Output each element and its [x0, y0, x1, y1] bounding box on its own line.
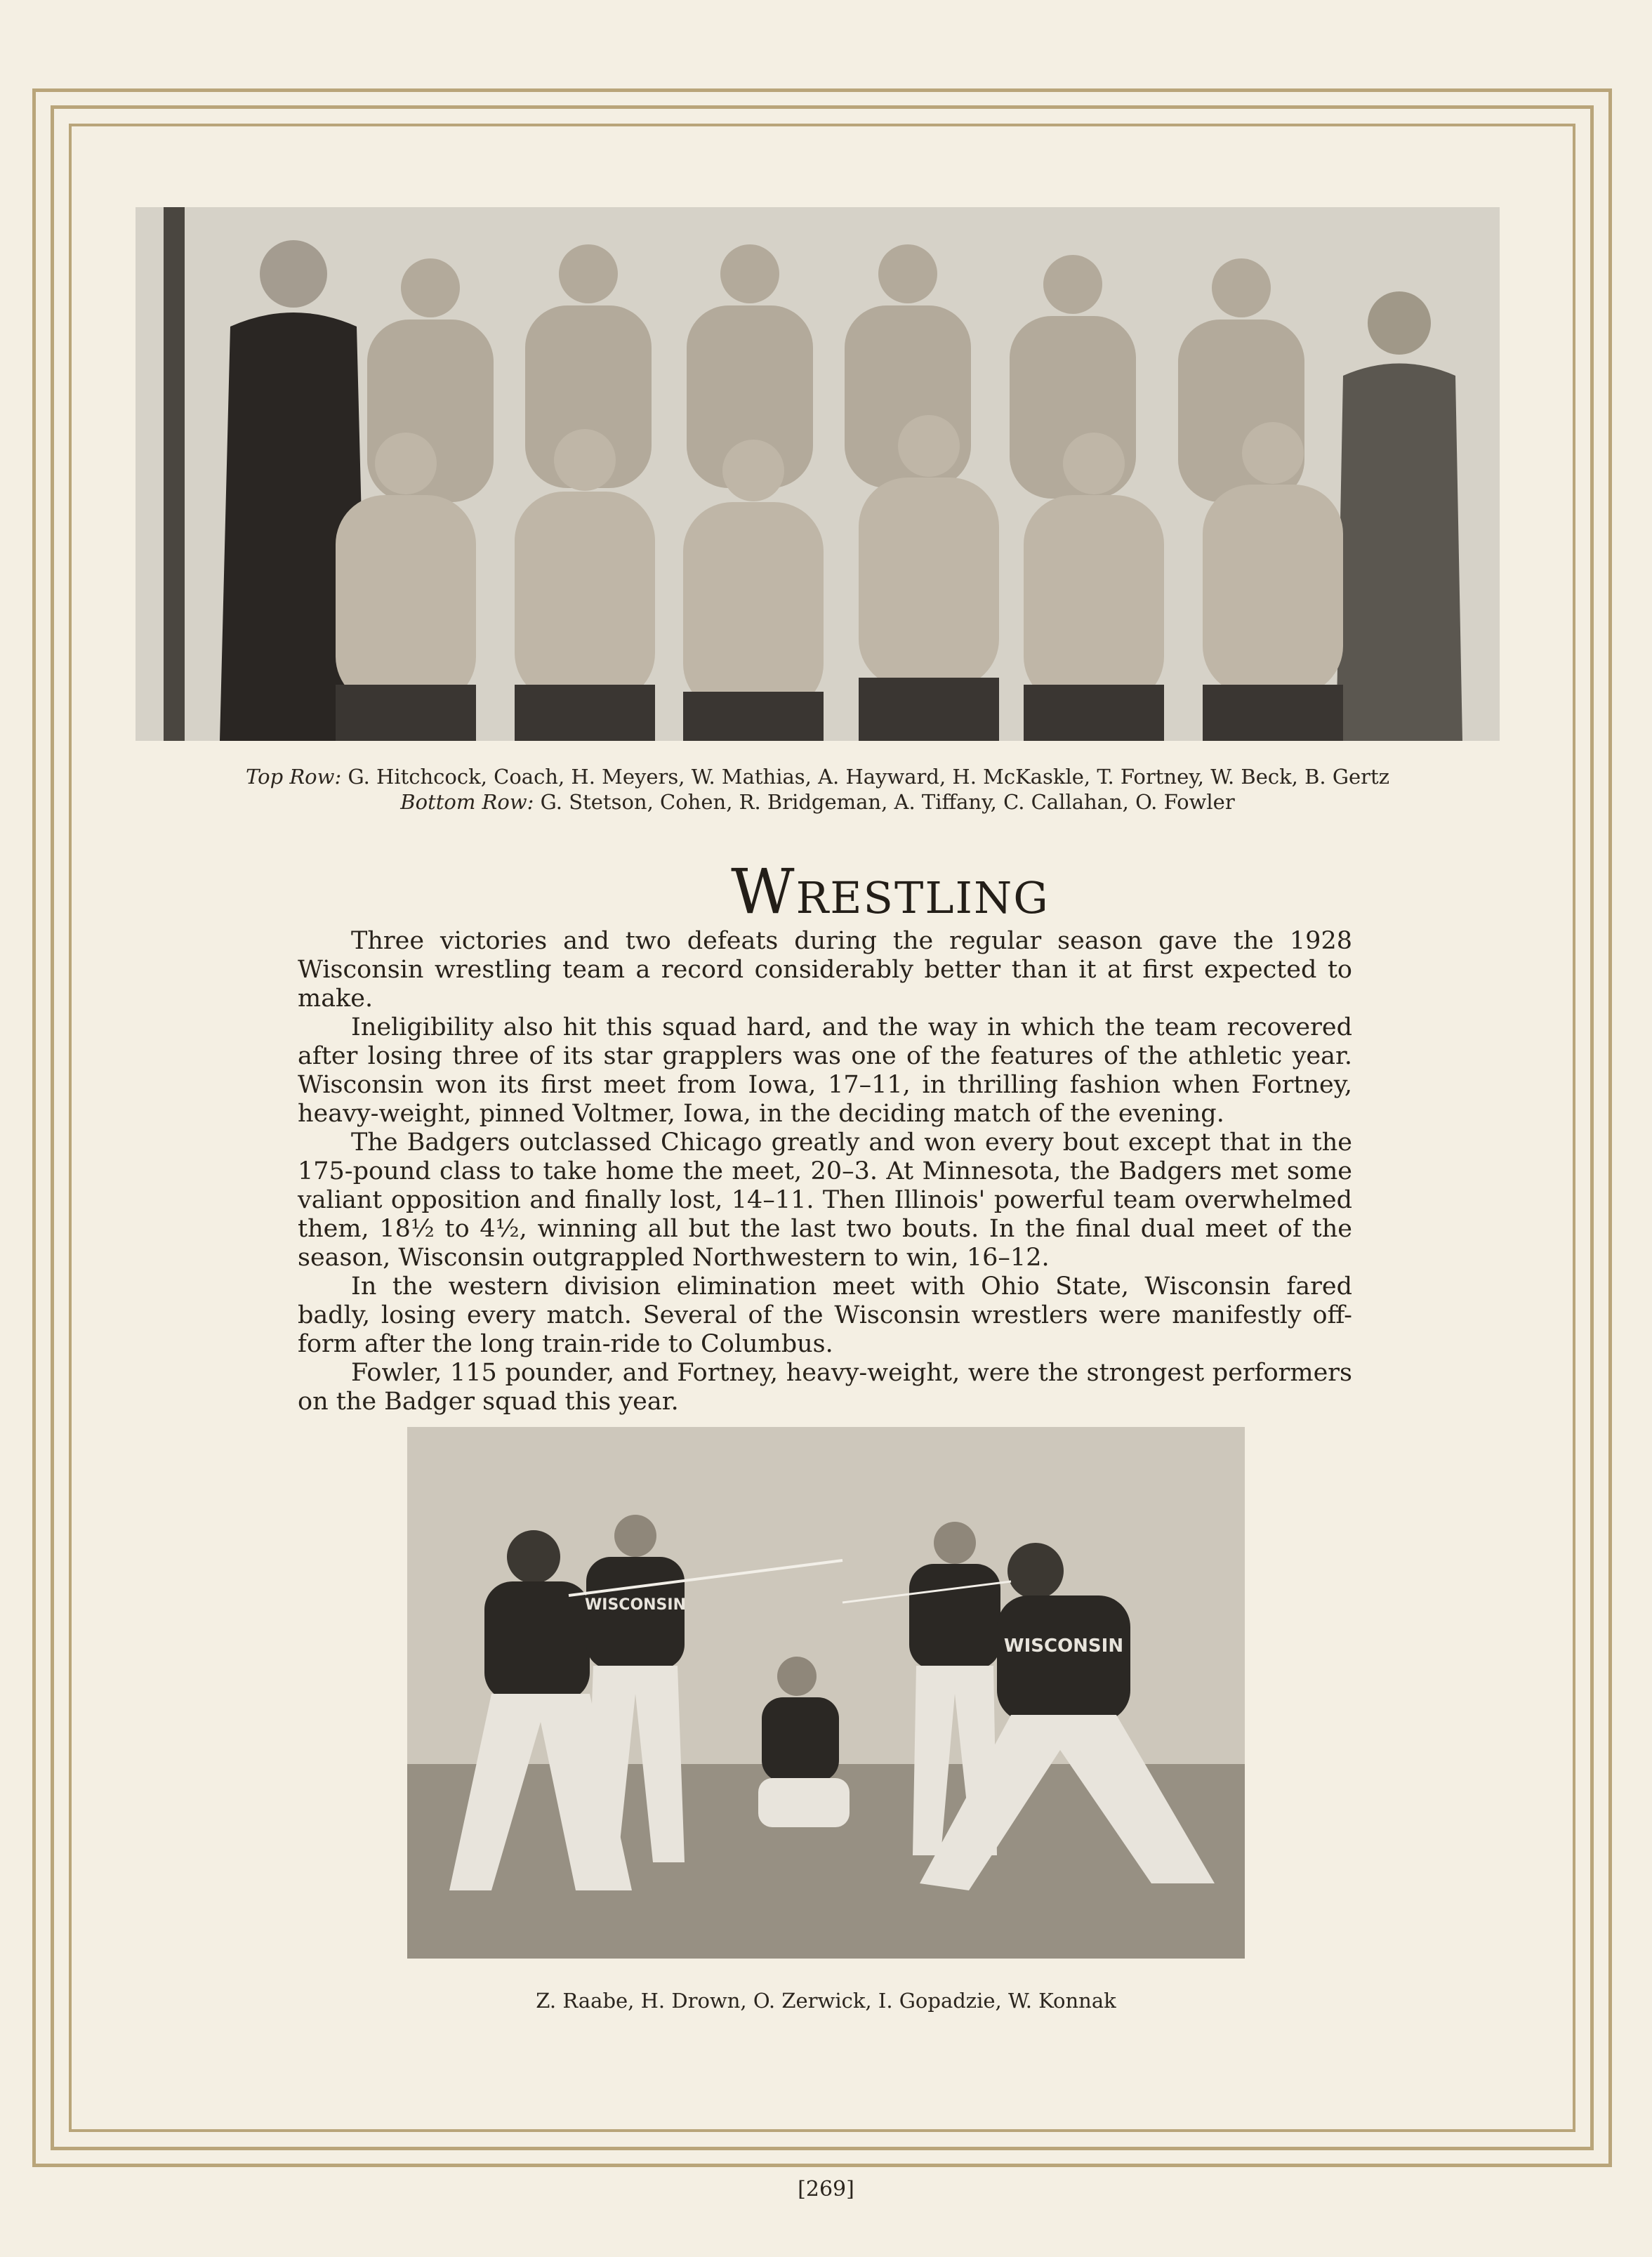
- page-number: [269]: [798, 2177, 854, 2202]
- paragraph: In the western division elimination meet with Ohio State, Wisconsin fared badly, losing every match. Several of the Wisconsin wrestlers were manifestly off-form after the long train-ride to Columbus.: [298, 1272, 1352, 1358]
- paragraph: Ineligibility also hit this squad hard, and the way in which the team recovered after losing three of its star grapplers was one of the features of the athletic year. Wisconsin won its first meet from Iowa, 17–11, in thrilling fashion when Fortney, heavy-weight, pinned Voltmer, Iowa, in the deciding match of the evening.: [298, 1013, 1352, 1128]
- bottom-row-caption: [136, 789, 1500, 815]
- paragraph: Fowler, 115 pounder, and Fortney, heavy-weight, were the strongest performers on the Badger squad this year.: [298, 1359, 1352, 1416]
- bottom-row-label: Bottom Row:: [400, 790, 534, 814]
- sweater-right-text: WISCONSIN: [1003, 1636, 1124, 1657]
- wrestling-team-photo: [136, 207, 1500, 741]
- article-body: [298, 927, 1352, 1416]
- article-title: Wrestling: [731, 855, 1050, 928]
- bottom-row-names: G. Stetson, Cohen, R. Bridgeman, A. Tiffany, C. Callahan, O. Fowler: [540, 790, 1235, 814]
- paragraph: Three victories and two defeats during the regular season gave the 1928 Wisconsin wrestling team a record considerably better than it at first expected to make.: [298, 927, 1352, 1013]
- top-row-names: G. Hitchcock, Coach, H. Meyers, W. Mathias, A. Hayward, H. McKaskle, T. Fortney, W. Beck, B. Gertz: [348, 765, 1389, 789]
- top-row-label: Top Row:: [246, 765, 342, 789]
- top-row-caption: [136, 764, 1500, 789]
- paragraph: The Badgers outclassed Chicago greatly and won every bout except that in the 175-pound class to take home the meet, 20–3. At Minnesota, the Badgers met some valiant opposition and finally lost, 14–11. Then Illinois' powerful team overwhelmed them, 18½ to 4½, winning all but the last two bouts. In the final dual meet of the season, Wisconsin outgrappled Northwestern to win, 16–12.: [298, 1128, 1352, 1272]
- fencing-team-photo: [407, 1427, 1245, 1959]
- fencing-caption: Z. Raabe, H. Drown, O. Zerwick, I. Gopadzie, W. Konnak: [536, 1989, 1116, 2013]
- sweater-left-text: WISCONSIN: [585, 1596, 686, 1614]
